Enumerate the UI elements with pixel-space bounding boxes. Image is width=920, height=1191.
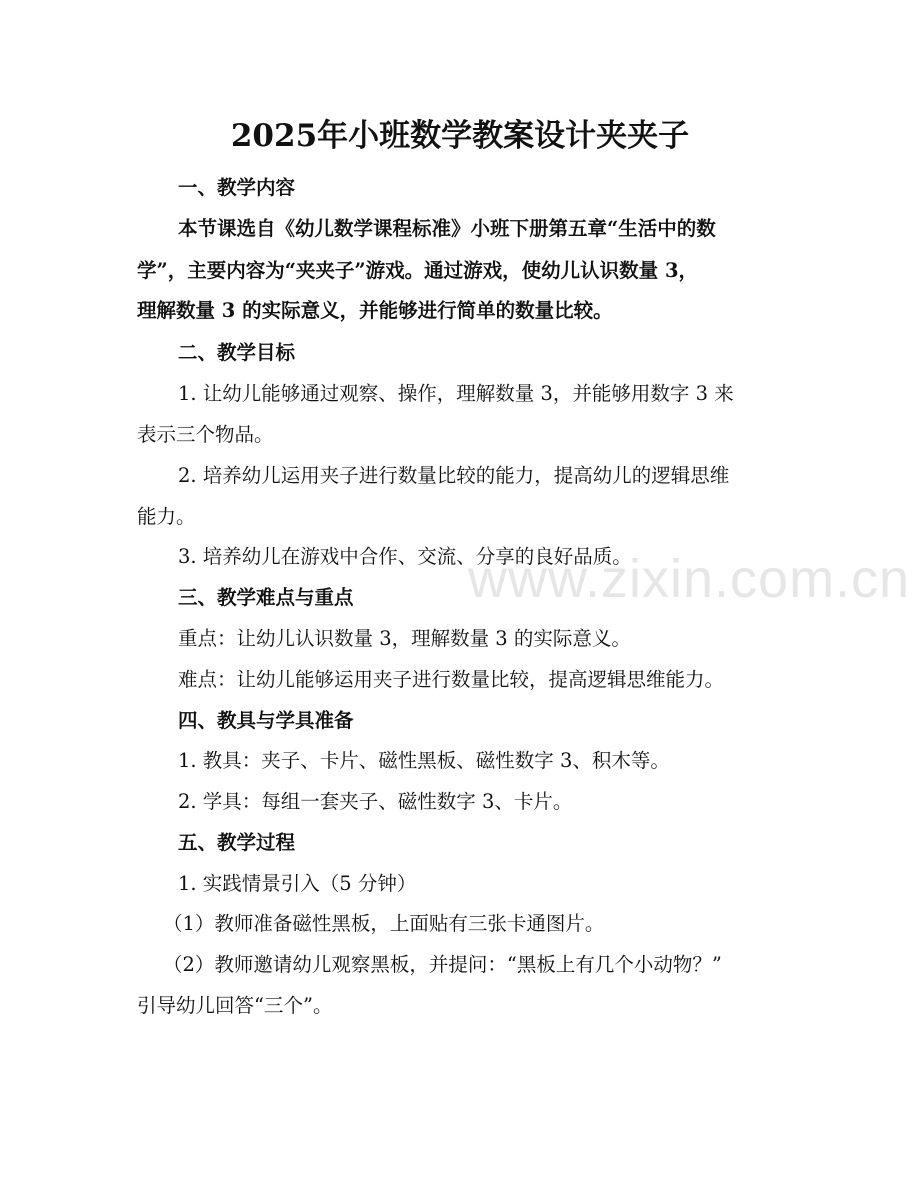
- paragraph-line: 本节课选自《幼儿数学课程标准》小班下册第五章“生活中的数: [178, 217, 716, 240]
- list-item-continuation: 引导幼儿回答“三个”。: [137, 994, 333, 1017]
- document-title: 2025年小班数学教案设计夹夹子: [230, 118, 690, 154]
- list-item: 2. 学具：每组一套夹子、磁性数字 3、卡片。: [178, 790, 573, 813]
- list-item-continuation: 表示三个物品。: [137, 423, 274, 446]
- list-item: （1）教师准备磁性黑板，上面贴有三张卡通图片。: [163, 912, 605, 935]
- watermark: www.zixin.com.cn: [468, 549, 911, 609]
- section-heading-objectives: 二、教学目标: [178, 341, 296, 364]
- section-heading-content: 一、教学内容: [178, 176, 296, 199]
- list-item: 3. 培养幼儿在游戏中合作、交流、分享的良好品质。: [178, 545, 632, 568]
- list-item: 1. 教具：夹子、卡片、磁性黑板、磁性数字 3、积木等。: [178, 749, 670, 772]
- list-item: 1. 实践情景引入（5 分钟）: [178, 872, 417, 895]
- section-heading-process: 五、教学过程: [178, 831, 296, 854]
- section-heading-key-points: 三、教学难点与重点: [178, 586, 354, 609]
- list-item-continuation: 能力。: [137, 505, 196, 528]
- list-item: 1. 让幼儿能够通过观察、操作，理解数量 3，并能够用数字 3 来: [178, 382, 734, 405]
- list-item: （2）教师邀请幼儿观察黑板，并提问：“黑板上有几个小动物？”: [163, 953, 722, 976]
- paragraph-line: 重点：让幼儿认识数量 3，理解数量 3 的实际意义。: [178, 627, 631, 650]
- section-heading-materials: 四、教具与学具准备: [178, 709, 354, 732]
- paragraph-line: 学”，主要内容为“夹夹子”游戏。通过游戏，使幼儿认识数量 3，: [137, 259, 699, 282]
- paragraph-line: 难点：让幼儿能够运用夹子进行数量比较，提高逻辑思维能力。: [178, 668, 725, 691]
- list-item: 2. 培养幼儿运用夹子进行数量比较的能力，提高幼儿的逻辑思维: [178, 464, 730, 487]
- paragraph-line: 理解数量 3 的实际意义，并能够进行简单的数量比较。: [137, 299, 613, 322]
